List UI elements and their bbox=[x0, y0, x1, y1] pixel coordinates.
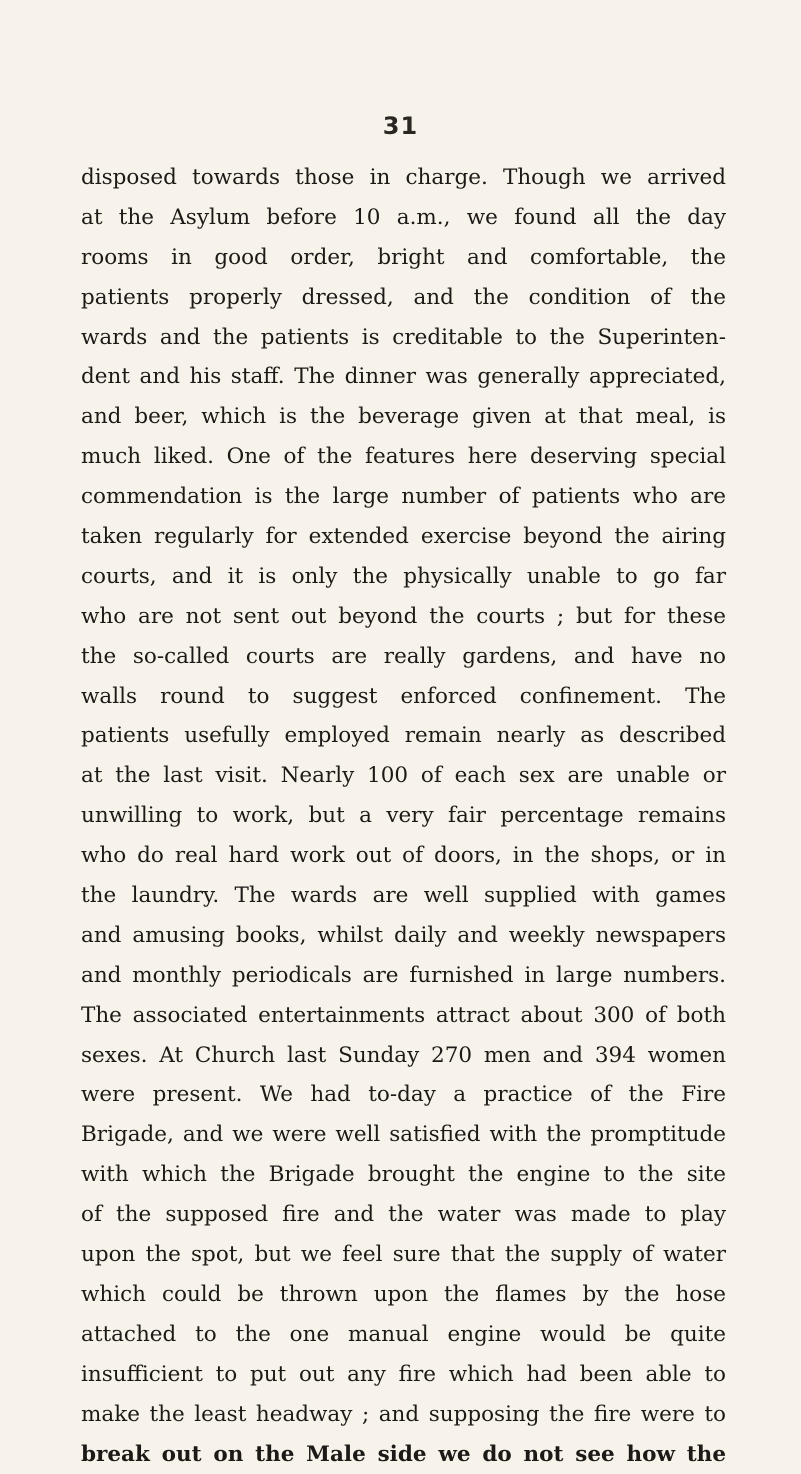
text-line: at the Asylum before 10 a.m., we found all the day bbox=[81, 198, 726, 238]
text-line: and beer, which is the beverage given at that meal, is bbox=[81, 397, 726, 437]
text-line: were present. We had to-day a practice of the Fire bbox=[81, 1075, 726, 1115]
text-line: at the last visit. Nearly 100 of each sex are unable or bbox=[81, 756, 726, 796]
text-line: insufficient to put out any fire which had been able to bbox=[81, 1355, 726, 1395]
text-line: unwilling to work, but a very fair percentage remains bbox=[81, 796, 726, 836]
text-line: and monthly periodicals are furnished in large numbers. bbox=[81, 956, 726, 996]
text-line: upon the spot, but we feel sure that the supply of water bbox=[81, 1235, 726, 1275]
text-line: the laundry. The wards are well supplied with games bbox=[81, 876, 726, 916]
text-line: who are not sent out beyond the courts ; but for these bbox=[81, 597, 726, 637]
text-line: Brigade, and we were well satisfied with the promptitude bbox=[81, 1115, 726, 1155]
text-line: make the least headway ; and supposing the fire were to bbox=[81, 1395, 726, 1435]
text-line: patients properly dressed, and the condition of the bbox=[81, 278, 726, 318]
text-line: taken regularly for extended exercise beyond the airing bbox=[81, 517, 726, 557]
text-line: which could be thrown upon the flames by the hose bbox=[81, 1275, 726, 1315]
text-line: break out on the Male side we do not see how the bbox=[81, 1435, 726, 1474]
text-line: the so-called courts are really gardens, and have no bbox=[81, 637, 726, 677]
text-line: disposed towards those in charge. Though we arrived bbox=[81, 158, 726, 198]
text-line: The associated entertainments attract about 300 of both bbox=[81, 996, 726, 1036]
text-line: attached to the one manual engine would be quite bbox=[81, 1315, 726, 1355]
text-line: dent and his staff. The dinner was generally appreciated, bbox=[81, 357, 726, 397]
text-line: much liked. One of the features here deserving special bbox=[81, 437, 726, 477]
text-line: rooms in good order, bright and comfortable, the bbox=[81, 238, 726, 278]
text-line: patients usefully employed remain nearly as described bbox=[81, 716, 726, 756]
text-line: with which the Brigade brought the engine to the site bbox=[81, 1155, 726, 1195]
text-line: of the supposed fire and the water was made to play bbox=[81, 1195, 726, 1235]
page-number: 31 bbox=[0, 112, 801, 140]
text-line: commendation is the large number of patients who are bbox=[81, 477, 726, 517]
text-line: sexes. At Church last Sunday 270 men and 394 women bbox=[81, 1036, 726, 1076]
text-line: courts, and it is only the physically unable to go far bbox=[81, 557, 726, 597]
text-line: and amusing books, whilst daily and weekly newspapers bbox=[81, 916, 726, 956]
text-line: who do real hard work out of doors, in the shops, or in bbox=[81, 836, 726, 876]
text-line: wards and the patients is creditable to the Superinten- bbox=[81, 318, 726, 358]
body-text bbox=[81, 158, 726, 1474]
text-line: walls round to suggest enforced confinement. The bbox=[81, 677, 726, 717]
